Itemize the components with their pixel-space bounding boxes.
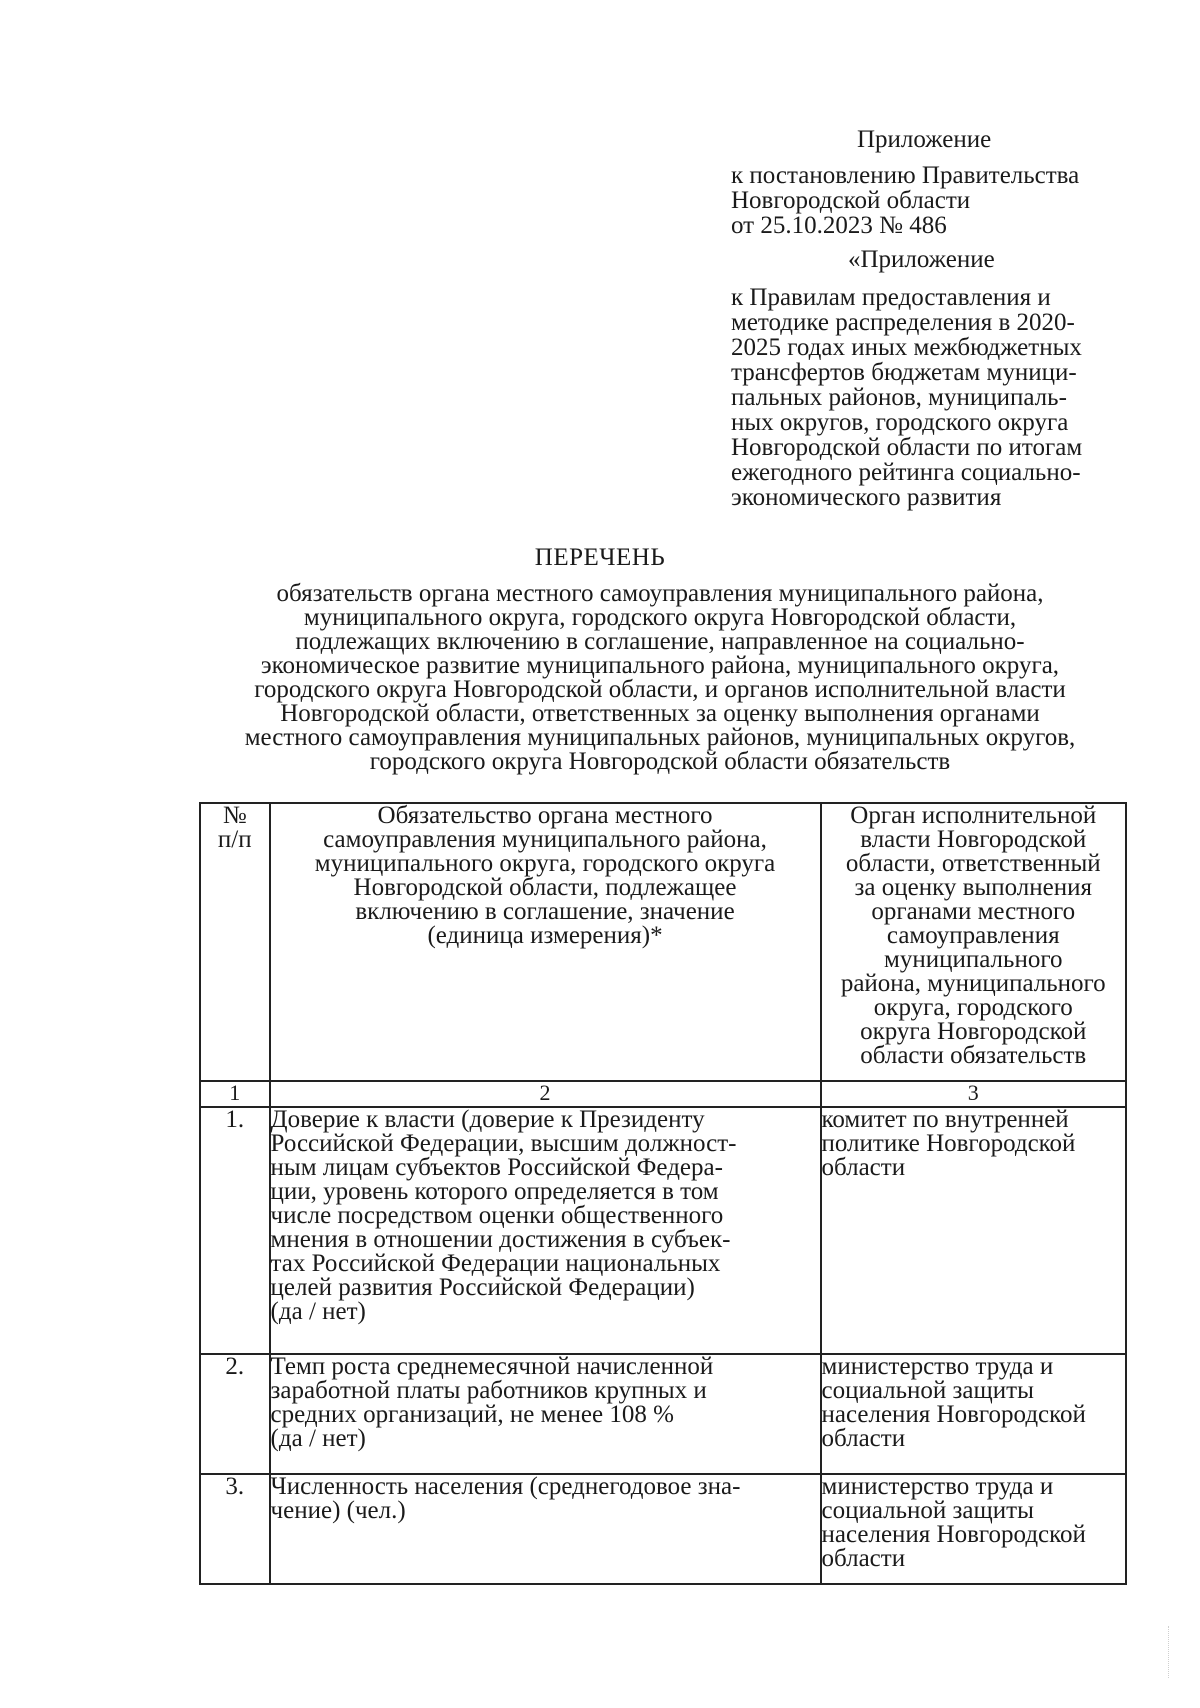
appendix-rules-line: к Правилам предоставления и bbox=[731, 284, 1051, 311]
row-number: 1. bbox=[200, 1107, 270, 1354]
header-organ-line: округа Новгородской bbox=[860, 1018, 1087, 1045]
obligation-line: числе посредством оценки общественного bbox=[270, 1202, 724, 1229]
row-organ bbox=[821, 1474, 1127, 1584]
header-organ-line: муниципального bbox=[884, 946, 1063, 973]
row-number: 2. bbox=[200, 1354, 270, 1474]
column-number: 2 bbox=[270, 1081, 821, 1107]
appendix-resolution-line: от 25.10.2023 № 486 bbox=[731, 212, 947, 239]
header-organ-line: района, муниципального bbox=[840, 970, 1106, 997]
table-row bbox=[200, 1474, 1126, 1584]
header-obligation-line: (единица измерения)* bbox=[427, 922, 663, 949]
appendix-resolution-reference bbox=[731, 163, 1131, 238]
organ-line: области bbox=[821, 1154, 906, 1181]
header-organ-line: за оценку выполнения bbox=[854, 874, 1092, 901]
row-obligation bbox=[270, 1107, 821, 1354]
obligation-line: Темп роста среднемесячной начисленной bbox=[270, 1353, 714, 1380]
obligation-line: мнения в отношении достижения в субъек- bbox=[270, 1226, 731, 1253]
subtitle-line: экономическое развитие муниципального района, муниципального округа, bbox=[260, 652, 1060, 679]
obligation-line: заработной платы работников крупных и bbox=[270, 1377, 707, 1404]
obligation-line: чение) (чел.) bbox=[270, 1497, 406, 1524]
header-number-line: п/п bbox=[217, 826, 252, 853]
appendix-rules-line: экономического развития bbox=[731, 484, 1002, 511]
document-subtitle bbox=[190, 582, 1130, 774]
obligation-line: Российской Федерации, высшим должност- bbox=[270, 1130, 737, 1157]
header-number-line: № bbox=[222, 802, 247, 829]
column-number-row bbox=[200, 1081, 1126, 1107]
table-row bbox=[200, 1107, 1126, 1354]
header-obligation bbox=[270, 803, 821, 1081]
column-number: 3 bbox=[821, 1081, 1127, 1107]
obligation-line: целей развития Российской Федерации) bbox=[270, 1274, 695, 1301]
subtitle-line: городского округа Новгородской области обязательств bbox=[369, 748, 951, 775]
subtitle-line: Новгородской области, ответственных за оценку выполнения органами bbox=[280, 700, 1040, 727]
organ-line: социальной защиты bbox=[821, 1497, 1034, 1524]
obligation-line: ции, уровень которого определяется в том bbox=[270, 1178, 719, 1205]
header-obligation-line: муниципального округа, городского округа bbox=[314, 850, 776, 877]
obligation-line: ным лицам субъектов Российской Федера- bbox=[270, 1154, 723, 1181]
obligation-line: (да / нет) bbox=[270, 1425, 366, 1452]
appendix-rules-line: методике распределения в 2020- bbox=[731, 309, 1075, 336]
subtitle-line: местного самоуправления муниципальных районов, муниципальных округов, bbox=[244, 724, 1076, 751]
header-organ bbox=[821, 803, 1127, 1081]
row-organ bbox=[821, 1107, 1127, 1354]
appendix-rules-line: трансфертов бюджетам муници- bbox=[731, 359, 1077, 386]
subtitle-line: обязательств органа местного самоуправления муниципального района, bbox=[276, 580, 1044, 607]
organ-line: социальной защиты bbox=[821, 1377, 1034, 1404]
header-organ-line: самоуправления bbox=[886, 922, 1060, 949]
organ-line: населения Новгородской bbox=[821, 1521, 1086, 1548]
header-obligation-line: самоуправления муниципального района, bbox=[323, 826, 767, 853]
obligations-table bbox=[199, 802, 1127, 1585]
header-organ-line: области обязательств bbox=[860, 1042, 1087, 1069]
organ-line: области bbox=[821, 1545, 906, 1572]
subtitle-line: муниципального округа, городского округа Новгородской области, bbox=[303, 604, 1017, 631]
appendix-rules-reference bbox=[731, 285, 1131, 510]
subtitle-line: городского округа Новгородской области, и органов исполнительной власти bbox=[254, 676, 1066, 703]
organ-line: министерство труда и bbox=[821, 1353, 1054, 1380]
inner-appendix-title: «Приложение bbox=[848, 246, 995, 273]
subtitle-line: подлежащих включению в соглашение, направленное на социально- bbox=[295, 628, 1025, 655]
header-number bbox=[200, 803, 270, 1081]
header-organ-line: органами местного bbox=[871, 898, 1076, 925]
appendix-rules-line: ежегодного рейтинга социально- bbox=[731, 459, 1081, 486]
table-row bbox=[200, 1354, 1126, 1474]
row-number: 3. bbox=[200, 1474, 270, 1584]
header-organ-line: Орган исполнительной bbox=[850, 802, 1097, 829]
organ-line: населения Новгородской bbox=[821, 1401, 1086, 1428]
appendix-rules-line: ных округов, городского округа bbox=[731, 409, 1069, 436]
scan-margin-mark bbox=[1168, 1626, 1171, 1678]
header-organ-line: области, ответственный bbox=[845, 850, 1101, 877]
table-header-row bbox=[200, 803, 1126, 1081]
row-obligation bbox=[270, 1474, 821, 1584]
row-organ bbox=[821, 1354, 1127, 1474]
header-obligation-line: Обязательство органа местного bbox=[377, 802, 713, 829]
appendix-rules-line: Новгородской области по итогам bbox=[731, 434, 1083, 461]
obligation-line: (да / нет) bbox=[270, 1298, 366, 1325]
column-number: 1 bbox=[200, 1081, 270, 1107]
appendix-rules-line: пальных районов, муниципаль- bbox=[731, 384, 1067, 411]
appendix-title: Приложение bbox=[857, 126, 992, 153]
appendix-rules-line: 2025 годах иных межбюджетных bbox=[731, 334, 1082, 361]
organ-line: министерство труда и bbox=[821, 1473, 1054, 1500]
header-obligation-line: включению в соглашение, значение bbox=[355, 898, 735, 925]
appendix-resolution-line: к постановлению Правительства bbox=[731, 162, 1080, 189]
organ-line: политике Новгородской bbox=[821, 1130, 1076, 1157]
row-obligation bbox=[270, 1354, 821, 1474]
obligation-line: Доверие к власти (доверие к Президенту bbox=[270, 1106, 705, 1133]
document-title: ПЕРЕЧЕНЬ bbox=[534, 544, 666, 571]
obligation-line: Численность населения (среднегодовое зна- bbox=[270, 1473, 741, 1500]
organ-line: комитет по внутренней bbox=[821, 1106, 1069, 1133]
header-obligation-line: Новгородской области, подлежащее bbox=[353, 874, 737, 901]
header-organ-line: власти Новгородской bbox=[860, 826, 1087, 853]
obligation-line: тах Российской Федерации национальных bbox=[270, 1250, 721, 1277]
appendix-resolution-line: Новгородской области bbox=[731, 187, 971, 214]
obligation-line: средних организаций, не менее 108 % bbox=[270, 1401, 674, 1428]
organ-line: области bbox=[821, 1425, 906, 1452]
header-organ-line: округа, городского bbox=[873, 994, 1073, 1021]
